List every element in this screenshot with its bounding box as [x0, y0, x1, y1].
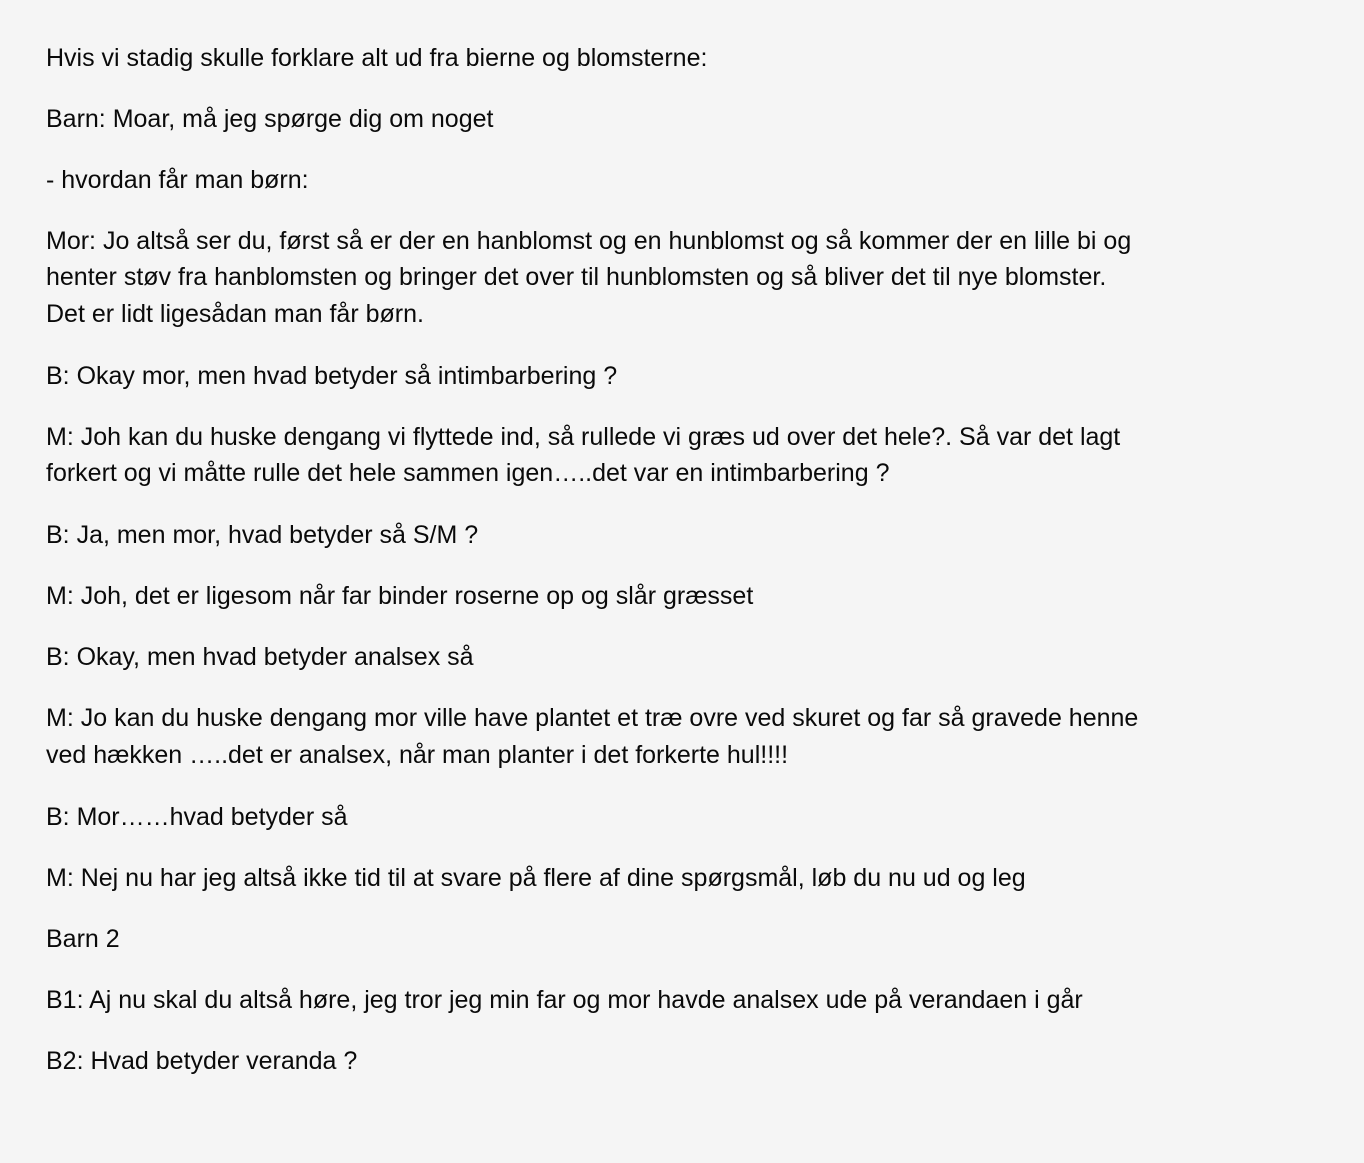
dialogue-line: M: Nej nu har jeg altså ikke tid til at svare på flere af dine spørgsmål, løb du nu ud og leg	[46, 864, 1026, 892]
dialogue-line: Barn: Moar, må jeg spørge dig om noget	[46, 105, 494, 133]
dialogue-line: B: Mor……hvad betyder så	[46, 803, 348, 831]
dialogue-line: M: Joh kan du huske dengang vi flyttede ind, så rullede vi græs ud over det hele?. Så var det lagt	[46, 423, 1121, 451]
dialogue-line: M: Jo kan du huske dengang mor ville have plantet et træ ovre ved skuret og far så gravede henne	[46, 704, 1139, 732]
dialogue-line: B: Okay mor, men hvad betyder så intimbarbering ?	[46, 362, 618, 390]
intro-line: Hvis vi stadig skulle forklare alt ud fra bierne og blomsterne:	[46, 44, 708, 72]
section-heading: Barn 2	[46, 925, 120, 953]
dialogue-line: B1: Aj nu skal du altså høre, jeg tror jeg min far og mor havde analsex ude på verandaen i går	[46, 986, 1083, 1014]
dialogue-line: B: Okay, men hvad betyder analsex så	[46, 643, 474, 671]
dialogue-line: Det er lidt ligesådan man får børn.	[46, 300, 424, 328]
dialogue-line: B: Ja, men mor, hvad betyder så S/M ?	[46, 521, 479, 549]
dialogue-line: forkert og vi måtte rulle det hele sammen igen…..det var en intimbarbering ?	[46, 459, 890, 487]
dialogue-line: - hvordan får man børn:	[46, 166, 309, 194]
dialogue-line: henter støv fra hanblomsten og bringer det over til hunblomsten og så bliver det til nye blomster.	[46, 263, 1107, 291]
dialogue-line: Mor: Jo altså ser du, først så er der en hanblomst og en hunblomst og så kommer der en lille bi og	[46, 227, 1132, 255]
dialogue-line: ved hækken …..det er analsex, når man planter i det forkerte hul!!!!	[46, 741, 789, 769]
dialogue-line: M: Joh, det er ligesom når far binder roserne op og slår græsset	[46, 582, 754, 610]
dialogue-line: B2: Hvad betyder veranda ?	[46, 1047, 358, 1075]
